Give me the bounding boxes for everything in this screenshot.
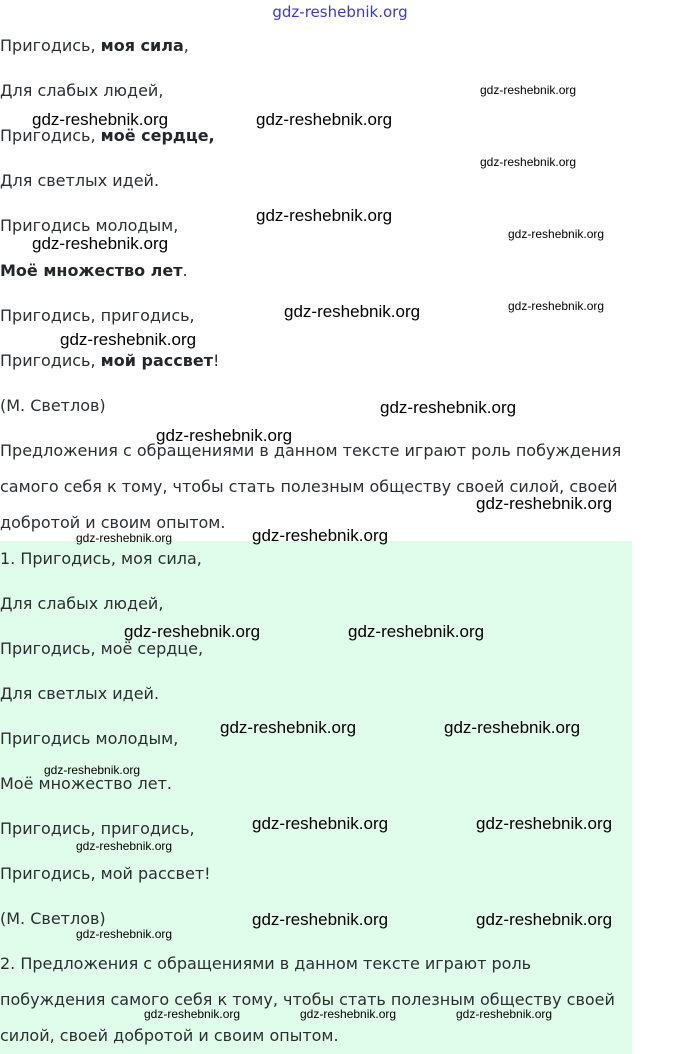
watermark: gdz-reshebnik.org	[76, 927, 173, 941]
poem-text: .	[182, 261, 188, 280]
watermark: gdz-reshebnik.org	[476, 910, 613, 929]
answer-line: Для слабых людей,	[0, 594, 164, 613]
answer-line: (М. Светлов)	[0, 909, 106, 928]
watermark: gdz-reshebnik.org	[476, 814, 613, 833]
watermark: gdz-reshebnik.org	[508, 299, 605, 313]
site-header-link[interactable]: gdz-reshebnik.org	[272, 3, 408, 21]
explanation-line-3: добротой и своим опытом.	[0, 513, 226, 532]
answer-line: 2. Предложения с обращениями в данном тексте играют роль	[0, 954, 532, 973]
appeal-highlight: Моё множество лет	[0, 261, 183, 280]
poem-text: Пригодись,	[0, 36, 101, 55]
appeal-highlight: моя сила	[100, 36, 184, 55]
watermark: gdz-reshebnik.org	[348, 622, 485, 641]
watermark: gdz-reshebnik.org	[444, 718, 581, 737]
watermark: gdz-reshebnik.org	[284, 302, 421, 321]
watermark: gdz-reshebnik.org	[456, 1007, 553, 1021]
answer-line: побуждения самого себя к тому, чтобы стать полезным обществу своей	[0, 990, 615, 1009]
poem-line-1	[0, 36, 189, 56]
poem-line-2: Для слабых людей,	[0, 81, 164, 100]
watermark: gdz-reshebnik.org	[256, 206, 393, 225]
watermark: gdz-reshebnik.org	[252, 526, 389, 545]
answer-line: Пригодись, мой рассвет!	[0, 864, 211, 883]
watermark: gdz-reshebnik.org	[300, 1007, 397, 1021]
watermark: gdz-reshebnik.org	[380, 398, 517, 417]
poem-author: (М. Светлов)	[0, 396, 106, 415]
poem-text: !	[212, 351, 220, 370]
watermark: gdz-reshebnik.org	[76, 531, 173, 545]
explanation-line-2: самого себя к тому, чтобы стать полезным обществу своей силой, своей	[0, 477, 618, 496]
poem-line-4: Для светлых идей.	[0, 171, 160, 190]
watermark: gdz-reshebnik.org	[480, 83, 577, 97]
watermark: gdz-reshebnik.org	[44, 763, 141, 777]
watermark: gdz-reshebnik.org	[476, 494, 613, 513]
watermark: gdz-reshebnik.org	[32, 110, 169, 129]
poem-line-8	[0, 351, 219, 371]
poem-text: ,	[183, 36, 189, 55]
watermark: gdz-reshebnik.org	[508, 227, 605, 241]
watermark: gdz-reshebnik.org	[252, 910, 389, 929]
watermark: gdz-reshebnik.org	[252, 814, 389, 833]
answer-block	[0, 541, 632, 1054]
poem-line-6	[0, 261, 188, 281]
explanation-line-1: Предложения с обращениями в данном тексте играют роль побуждения	[0, 441, 622, 460]
answer-line: силой, своей добротой и своим опытом.	[0, 1026, 339, 1045]
watermark: gdz-reshebnik.org	[220, 718, 357, 737]
poem-text: Пригодись,	[0, 126, 101, 145]
answer-line: Пригодись молодым,	[0, 729, 179, 748]
poem-text: Пригодись,	[0, 351, 101, 370]
watermark: gdz-reshebnik.org	[144, 1007, 241, 1021]
watermark: gdz-reshebnik.org	[76, 839, 173, 853]
watermark: gdz-reshebnik.org	[480, 155, 577, 169]
poem-line-7: Пригодись, пригодись,	[0, 306, 195, 325]
watermark: gdz-reshebnik.org	[156, 426, 293, 445]
answer-line: Пригодись, моё сердце,	[0, 639, 204, 658]
appeal-highlight: мой рассвет	[100, 351, 213, 370]
answer-line: Для светлых идей.	[0, 684, 160, 703]
poem-line-5: Пригодись молодым,	[0, 216, 179, 235]
appeal-highlight: моё сердце,	[100, 126, 215, 145]
watermark: gdz-reshebnik.org	[32, 234, 169, 253]
answer-line: Моё множество лет.	[0, 774, 172, 793]
watermark: gdz-reshebnik.org	[124, 622, 261, 641]
watermark: gdz-reshebnik.org	[60, 330, 197, 349]
answer-line: 1. Пригодись, моя сила,	[0, 549, 202, 568]
answer-line: Пригодись, пригодись,	[0, 819, 195, 838]
watermark: gdz-reshebnik.org	[256, 110, 393, 129]
